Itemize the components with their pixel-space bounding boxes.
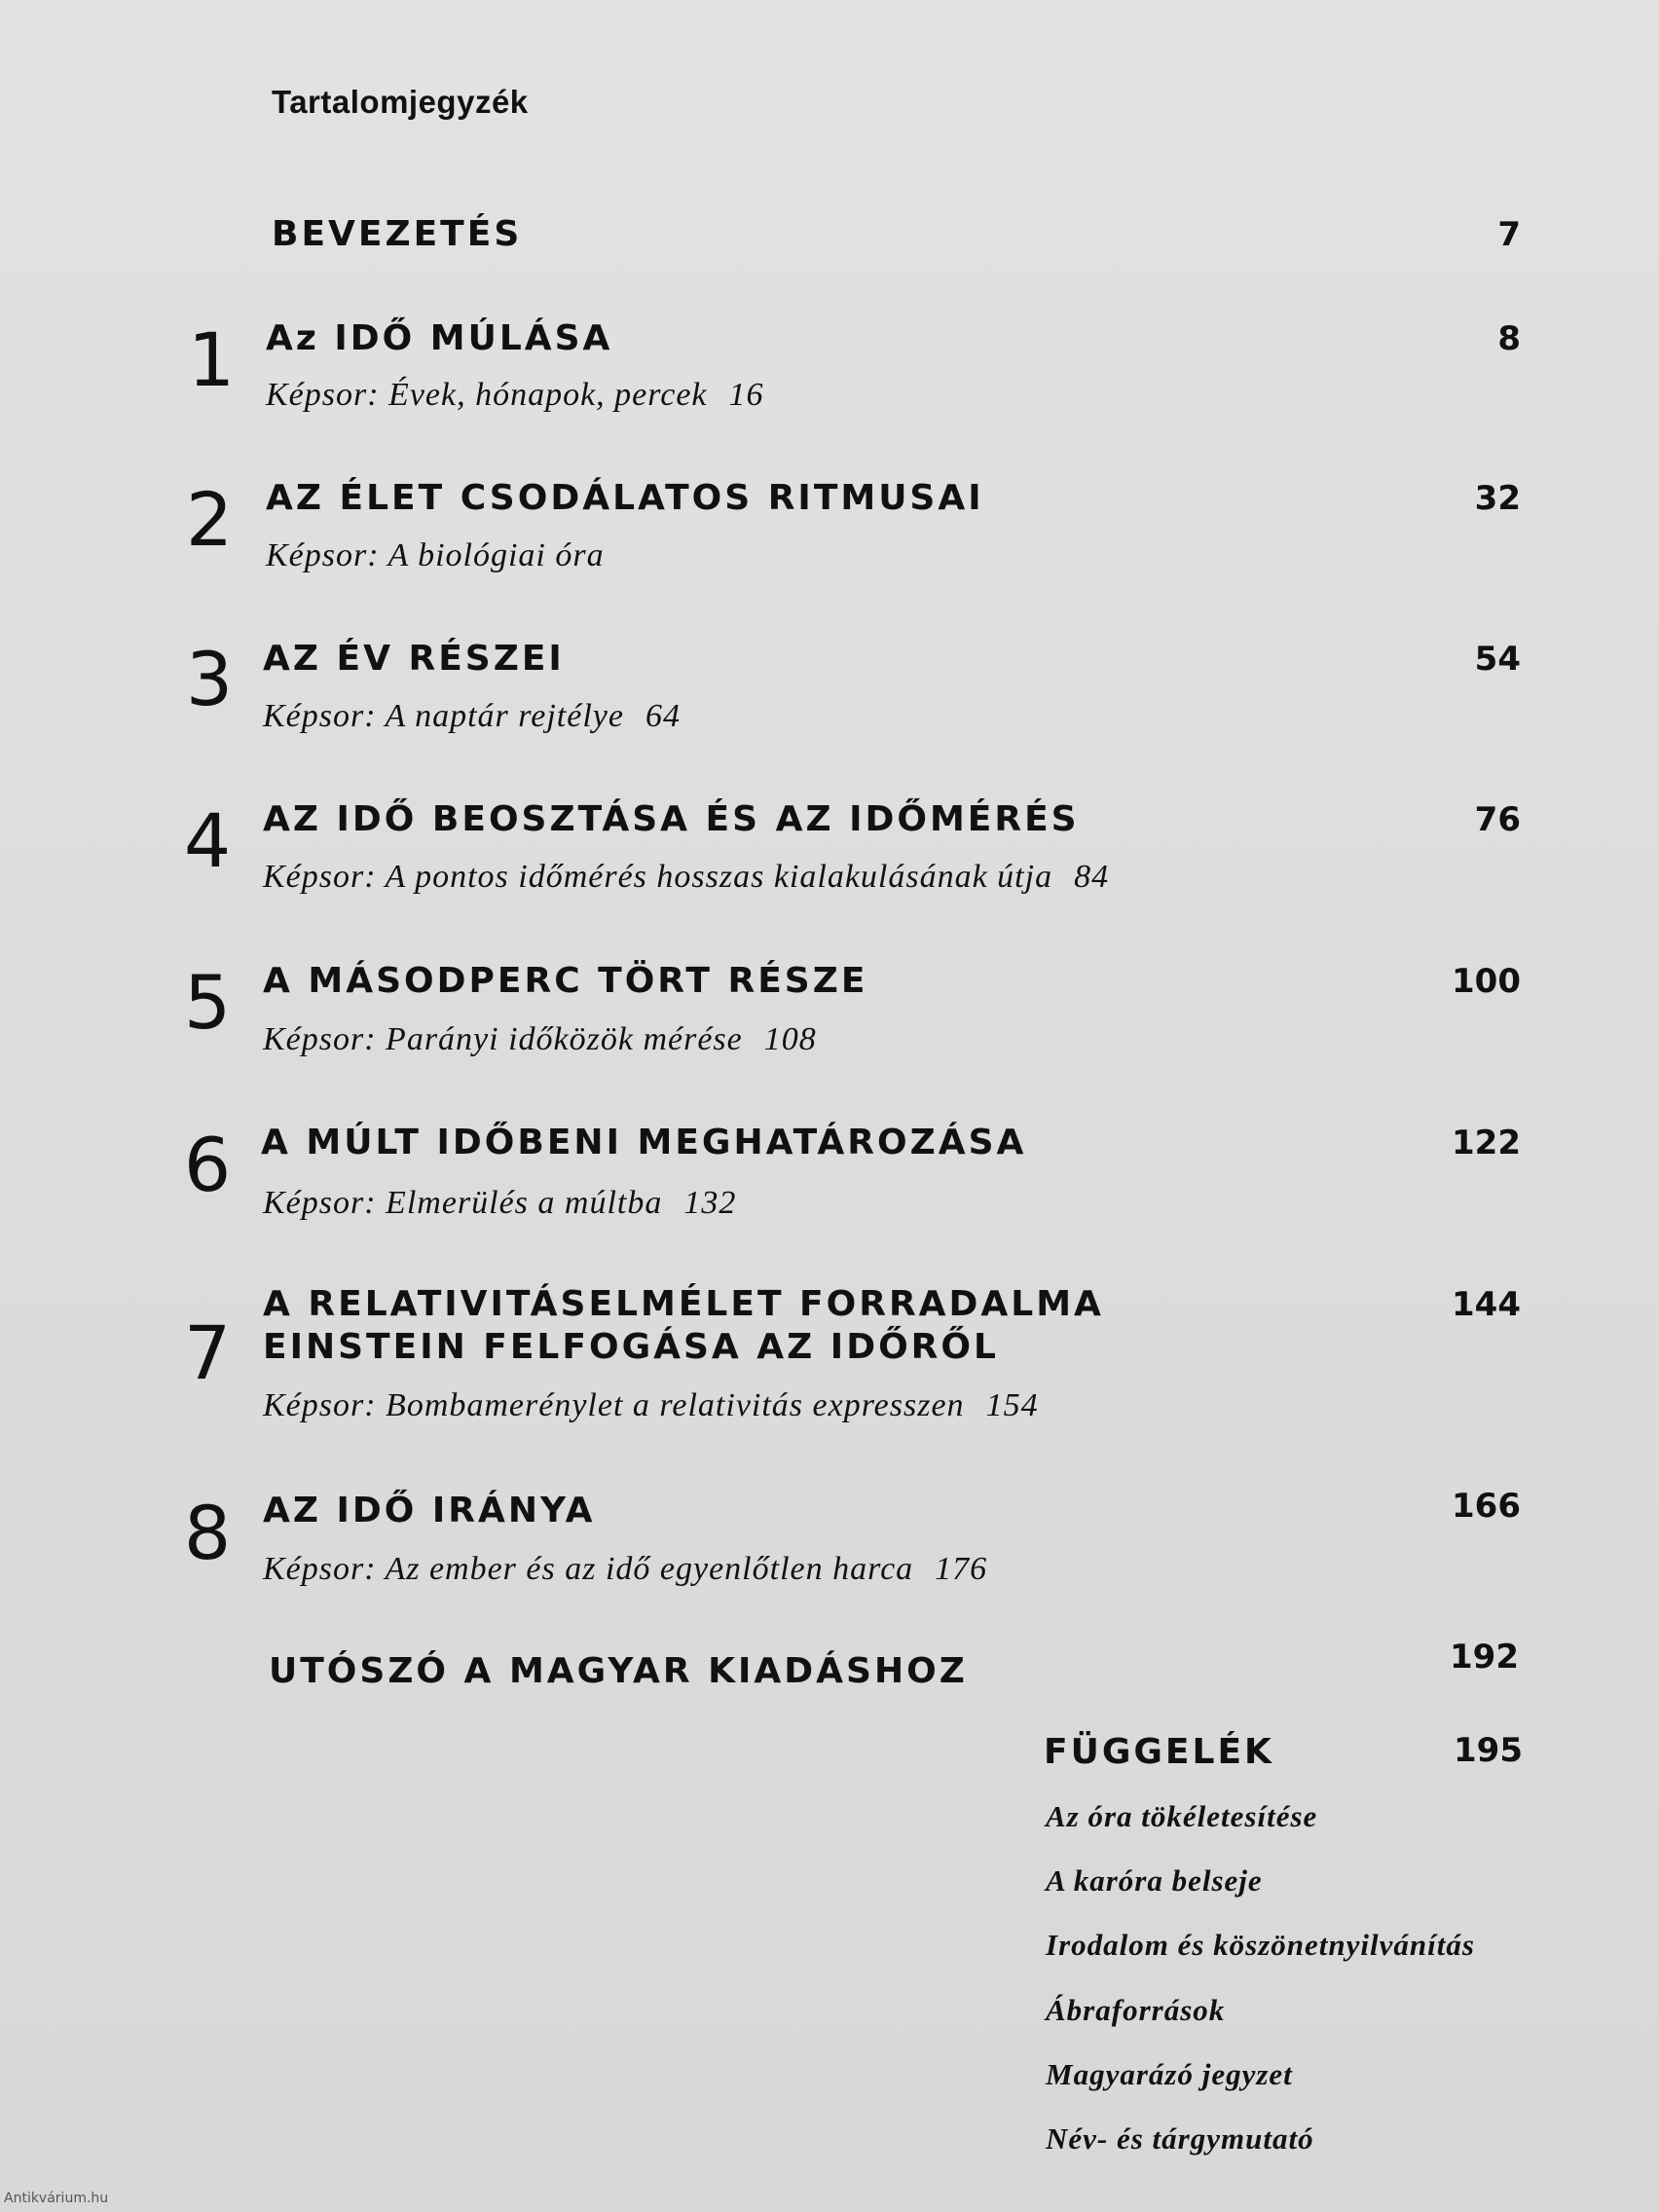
appendix-item: Magyarázó jegyzet (1046, 2057, 1293, 2091)
chapter-number: 5 (183, 959, 232, 1046)
appendix-item: A karóra belseje (1046, 1863, 1263, 1898)
afterword-page: 192 (1450, 1638, 1519, 1677)
chapter-subtitle (263, 1020, 817, 1059)
subtitle-text: Képsor: Évek, hónapok, percek (266, 377, 708, 413)
chapter-title: AZ IDŐ BEOSZTÁSA ÉS AZ IDŐMÉRÉS (263, 799, 1080, 839)
appendix-item: Az óra tökéletesítése (1046, 1799, 1318, 1833)
chapter-page: 100 (1452, 962, 1521, 1001)
subtitle-text: Képsor: Bombamerénylet a relativitás expresszen (263, 1387, 965, 1423)
subtitle-page: 108 (763, 1021, 817, 1057)
chapter-title: A MÚLT IDŐBENI MEGHATÁROZÁSA (261, 1123, 1027, 1162)
subtitle-text: Képsor: Parányi időközök mérése (263, 1021, 743, 1057)
chapter-title-line2: EINSTEIN FELFOGÁSA AZ IDŐRŐL (263, 1327, 999, 1367)
chapter-title: AZ ÉV RÉSZEI (263, 639, 565, 679)
chapter-title: Az IDŐ MÚLÁSA (266, 318, 613, 358)
appendix-heading: FÜGGELÉK (1044, 1732, 1274, 1772)
chapter-subtitle (263, 1184, 736, 1223)
subtitle-text: Képsor: Elmerülés a múltba (263, 1185, 663, 1221)
afterword-heading: UTÓSZÓ A MAGYAR KIADÁSHOZ (269, 1651, 968, 1691)
chapter-page: 166 (1452, 1487, 1521, 1526)
intro-heading: BEVEZETÉS (272, 214, 523, 254)
chapter-title: AZ IDŐ IRÁNYA (263, 1491, 596, 1530)
chapter-page: 32 (1474, 479, 1521, 518)
chapter-title: AZ ÉLET CSODÁLATOS RITMUSAI (266, 478, 984, 518)
chapter-number: 1 (187, 316, 236, 403)
chapter-subtitle (266, 536, 626, 575)
chapter-title: A RELATIVITÁSELMÉLET FORRADALMA (263, 1284, 1104, 1324)
subtitle-page: 64 (645, 698, 681, 734)
appendix-item: Irodalom és köszönetnyilvánítás (1046, 1928, 1475, 1962)
appendix-item: Név- és tárgymutató (1046, 2121, 1314, 2156)
chapter-number: 2 (185, 476, 234, 563)
chapter-page: 122 (1452, 1124, 1521, 1162)
chapter-page: 76 (1474, 800, 1521, 839)
chapter-page: 54 (1474, 640, 1521, 679)
chapter-subtitle (266, 376, 764, 415)
appendix-page: 195 (1454, 1731, 1523, 1770)
chapter-subtitle (263, 1550, 987, 1589)
chapter-page: 144 (1452, 1285, 1521, 1324)
chapter-number: 6 (183, 1122, 232, 1208)
chapter-subtitle (263, 1386, 1039, 1425)
chapter-number: 7 (183, 1309, 232, 1396)
subtitle-page: 154 (985, 1387, 1039, 1423)
subtitle-text: Képsor: A biológiai óra (266, 537, 605, 573)
subtitle-page: 132 (683, 1185, 737, 1221)
chapter-number: 8 (183, 1490, 232, 1576)
subtitle-page: 84 (1074, 859, 1110, 895)
subtitle-text: Képsor: A naptár rejtélye (263, 698, 624, 734)
chapter-title: A MÁSODPERC TÖRT RÉSZE (263, 961, 868, 1001)
subtitle-page: 176 (935, 1551, 988, 1587)
watermark: Antikvárium.hu (4, 2191, 109, 2206)
chapter-page: 8 (1497, 319, 1521, 358)
chapter-number: 3 (185, 636, 234, 722)
intro-page: 7 (1497, 215, 1521, 254)
subtitle-text: Képsor: A pontos időmérés hosszas kialakulásának útja (263, 859, 1053, 895)
appendix-item: Ábraforrások (1046, 1993, 1226, 2027)
page-title: Tartalomjegyzék (272, 84, 529, 120)
chapter-subtitle (263, 858, 1109, 897)
subtitle-page: 16 (728, 377, 764, 413)
subtitle-text: Képsor: Az ember és az idő egyenlőtlen harca (263, 1551, 914, 1587)
chapter-number: 4 (183, 797, 232, 884)
chapter-subtitle (263, 697, 681, 736)
